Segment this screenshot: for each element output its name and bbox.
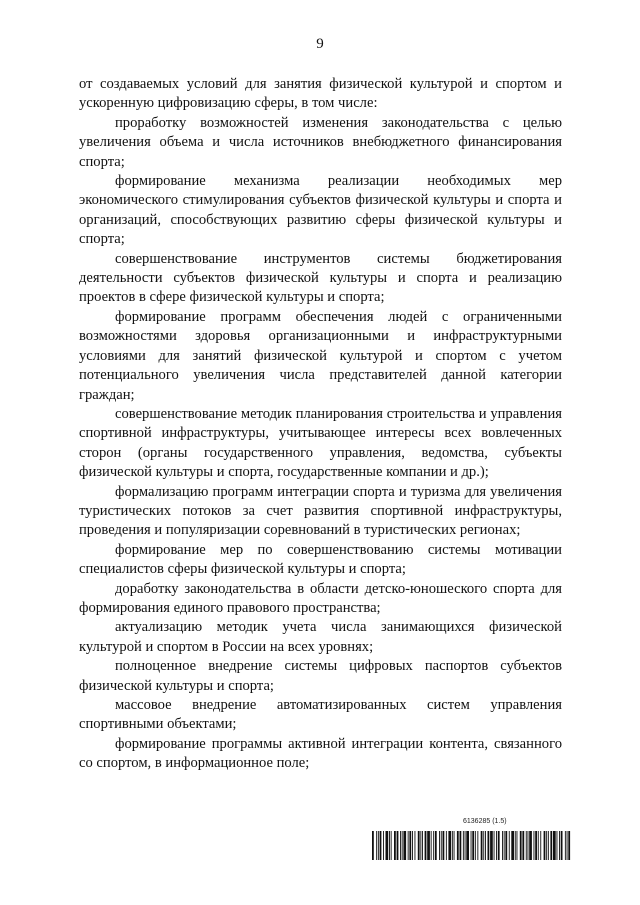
paragraph: совершенствование инструментов системы бюджетирования деятельности субъектов физической культуры и спорта и реализацию проектов в сфере физической культуры и спорта; <box>79 250 562 306</box>
paragraph: массовое внедрение автоматизированных систем управления спортивными объектами; <box>79 697 562 733</box>
paragraph: совершенствование методик планирования строительства и управления спортивной инфраструктуры, учитывающее интересы всех вовлеченных сторон (органы государственного управления, ведомства, субъекты физической культуры и спорта, государственные компании и др.); <box>79 405 562 481</box>
barcode <box>372 831 572 860</box>
paragraph: формирование программ обеспечения людей с ограниченными возможностями здоровья организационными и инфраструктурными условиями для занятий физической культурой и спортом с учетом потенциального увеличения числа представителей данной категории граждан; <box>79 308 562 403</box>
page-number: 9 <box>316 36 324 52</box>
paragraph: формирование мер по совершенствованию системы мотивации специалистов сферы физической культуры и спорта; <box>79 541 562 578</box>
body-text <box>79 75 562 774</box>
paragraph: формирование механизма реализации необходимых мер экономического стимулирования субъектов физической культуры и спорта и организаций, способствующих развитию сферы физической культуры и спорта; <box>79 173 562 248</box>
paragraph: актуализацию методик учета числа занимающихся физической культурой и спортом в России на всех уровнях; <box>79 619 562 655</box>
paragraph: проработку возможностей изменения законодательства с целью увеличения объема и числа источников внебюджетного финансирования спорта; <box>79 114 562 170</box>
paragraph: формализацию программ интеграции спорта и туризма для увеличения туристических потоков за счет развития спортивной инфраструктуры, проведения и популяризации соревнований в туристических регионах; <box>79 483 562 539</box>
document-code: 6136285 (1.5) <box>463 818 507 825</box>
paragraph: полноценное внедрение системы цифровых паспортов субъектов физической культуры и спорта; <box>79 658 562 694</box>
paragraph: формирование программы активной интеграции контента, связанного со спортом, в информационное поле; <box>79 735 562 772</box>
paragraph: от создаваемых условий для занятия физической культурой и спортом и ускоренную цифровизацию сферы, в том числе: <box>79 76 562 112</box>
paragraph: доработку законодательства в области детско-юношеского спорта для формирования единого правового пространства; <box>79 580 562 616</box>
